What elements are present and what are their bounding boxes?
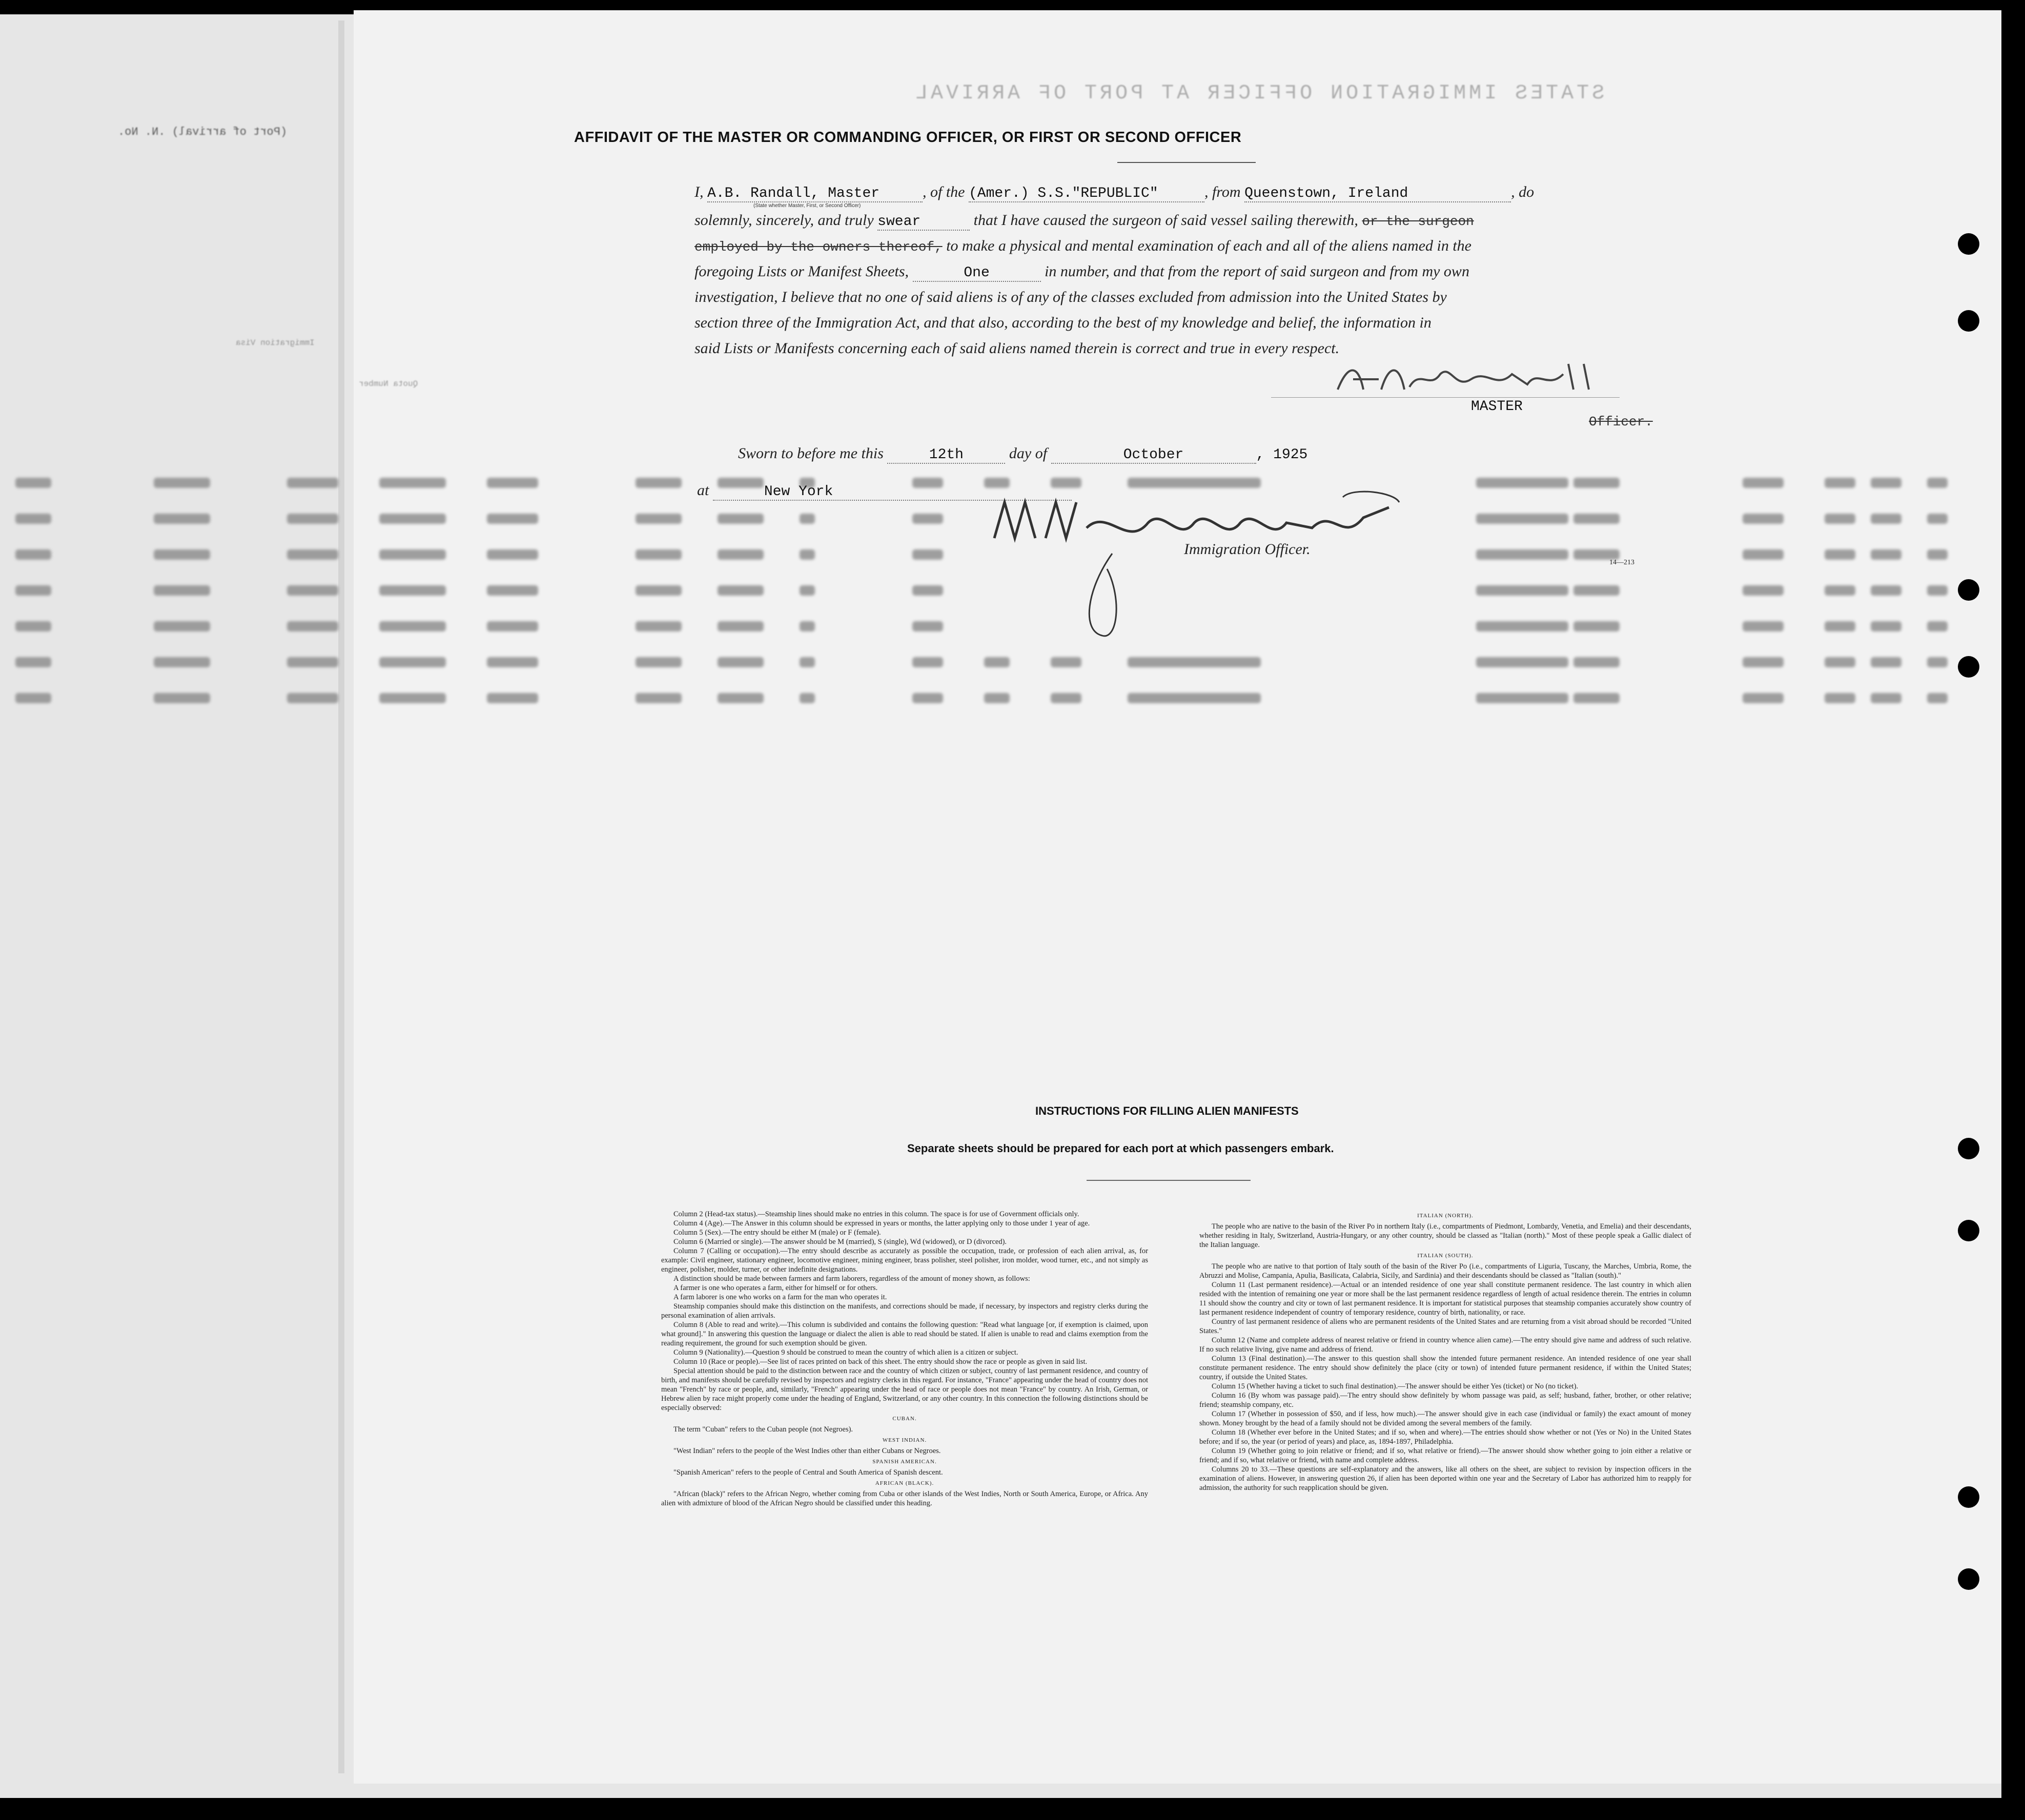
bleed-smudge — [912, 549, 943, 560]
bleed-smudge — [287, 549, 338, 560]
bleed-smudge — [1743, 478, 1784, 488]
bleed-smudge — [1051, 693, 1081, 703]
affidavit-text: , from — [1204, 183, 1241, 200]
bleed-text: (Port of arrival) .N. No. — [118, 126, 288, 138]
bleed-smudge — [1128, 478, 1261, 488]
bleed-smudge — [1573, 585, 1620, 596]
bleed-smudge — [800, 621, 815, 631]
left-paragraphs — [661, 1210, 1148, 1413]
bleed-smudge — [287, 478, 338, 488]
bleed-smudge — [1825, 478, 1855, 488]
sworn-text: day of — [1009, 445, 1048, 462]
affidavit-text: solemnly, sincerely, and truly — [694, 212, 874, 229]
bleed-smudge — [154, 514, 210, 524]
signature-image — [1333, 359, 1609, 400]
bleed-smudge — [800, 514, 815, 524]
bleed-smudge — [379, 514, 446, 524]
bleed-smudge — [1825, 585, 1855, 596]
bleed-smudge — [1927, 514, 1948, 524]
affidavit-line-4 — [694, 263, 1469, 282]
struck-text: employed by the owners thereof, — [694, 239, 943, 255]
bleed-smudge — [379, 621, 446, 631]
instruction-paragraph: Column 5 (Sex).—The entry should be either M (male) or F (female). — [673, 1229, 881, 1237]
bleed-smudge — [1927, 657, 1948, 667]
bleed-smudge — [1825, 621, 1855, 631]
bleed-smudge — [1476, 657, 1568, 667]
form-number: 14—213 — [1609, 559, 1634, 566]
bleed-smudge — [154, 585, 210, 596]
bleed-smudge — [984, 657, 1010, 667]
bleed-smudge — [1825, 549, 1855, 560]
bleed-smudge — [912, 693, 943, 703]
bleed-smudge — [1743, 657, 1784, 667]
bleed-through-row — [0, 692, 1999, 704]
bleed-smudge — [1476, 621, 1568, 631]
bleed-smudge — [287, 693, 338, 703]
binder-hole — [1958, 1220, 1979, 1241]
bleed-smudge — [1573, 514, 1620, 524]
instructions-title: INSTRUCTIONS FOR FILLING ALIEN MANIFESTS — [1035, 1105, 1299, 1117]
struck-text: or the surgeon — [1362, 214, 1474, 229]
bleed-smudge — [154, 621, 210, 631]
section-heading: ITALIAN (NORTH). — [1417, 1213, 1474, 1219]
instruction-paragraph: Column 19 (Whether going to join relative or friend; and if so, what relative or friend).—The answer should show whether going to join either a relative or friend; and if so, what relative or friend, with name and complete address. — [1199, 1447, 1691, 1464]
instruction-paragraph: Column 10 (Race or people).—See list of races printed on back of this sheet. The entry should show the race or people as given in said list. — [673, 1358, 1088, 1366]
bleed-smudge — [1825, 693, 1855, 703]
bleed-smudge — [1927, 693, 1948, 703]
bleed-smudge — [912, 514, 943, 524]
instruction-paragraph: "Spanish American" refers to the people of Central and South America of Spanish descent. — [673, 1468, 943, 1477]
bleed-smudge — [1128, 693, 1261, 703]
signature-rule — [1271, 397, 1620, 398]
instruction-paragraph: Steamship companies should make this distinction on the manifests, and corrections should be made, if necessary, by inspectors and registry clerks during the personal examination of alien arrivals. — [661, 1302, 1148, 1320]
bleed-smudge — [718, 549, 764, 560]
bleed-smudge — [379, 478, 446, 488]
bleed-smudge — [15, 657, 51, 667]
bleed-smudge — [1871, 514, 1901, 524]
instruction-paragraph: Column 15 (Whether having a ticket to such final destination).—The answer should be either Yes (ticket) or No (no ticket). — [1212, 1382, 1579, 1390]
section-heading: ITALIAN (SOUTH). — [1417, 1253, 1474, 1259]
bleed-smudge — [1871, 549, 1901, 560]
officer-signature — [984, 487, 1404, 643]
bleed-smudge — [15, 621, 51, 631]
binder-hole — [1958, 1568, 1979, 1590]
section-heading: AFRICAN (BLACK). — [875, 1480, 934, 1486]
bleed-smudge — [379, 657, 446, 667]
bleed-smudge — [912, 657, 943, 667]
instruction-paragraph: "West Indian" refers to the people of the West Indies other than either Cubans or Negroes. — [673, 1447, 941, 1455]
sworn-day: 12th — [929, 447, 964, 463]
sworn-place: New York — [764, 484, 833, 500]
bleed-smudge — [1476, 693, 1568, 703]
sworn-at: at — [697, 482, 709, 499]
binder-hole — [1958, 1486, 1979, 1508]
affidavit-title: AFFIDAVIT OF THE MASTER OR COMMANDING OFFICER, OR FIRST OR SECOND OFFICER — [574, 129, 1242, 146]
bleed-smudge — [15, 693, 51, 703]
bleed-smudge — [1927, 585, 1948, 596]
bleed-smudge — [636, 478, 682, 488]
instructions-subtitle: Separate sheets should be prepared for each port at which passengers embark. — [907, 1142, 1334, 1155]
affidavit-line-5: investigation, I believe that no one of said aliens is of any of the classes excluded from admission into the United States by — [694, 289, 1447, 305]
bleed-smudge — [636, 514, 682, 524]
bleed-smudge — [287, 514, 338, 524]
instruction-paragraph: Special attention should be paid to the distinction between race and the country of which citizen or subject, country of last permanent residence, and country of birth, and manifests should be carefully revised by inspectors and registry clerks in this regard. For instance, "France" appearing under the head of country does not mean "French" by race or people, and, similarly, "French" appearing under the head of race or people does not mean "France" by country. An Irish, German, or Hebrew alien by race might properly come under the heading of England, Switzerland, or any other country. In this connection the following distinctions should be especially observed: — [661, 1367, 1148, 1412]
instruction-paragraph: Column 12 (Name and complete address of nearest relative or friend in country whence alien came).—The entry should give name and address of such relative. If no such relative living, give name and address of friend. — [1199, 1336, 1691, 1354]
instruction-paragraph: The people who are native to the basin of the River Po in northern Italy (i.e., compartments of Piedmont, Lombardy, Venetia, and Emelia) and their descendants, whether residing in Italy, Switzerland, Austria-Hungary, or any other country, should be classed as "Italian (north)." Most of these people speak a Gallic dialect of the Italian language. — [1199, 1222, 1691, 1249]
bleed-text: Immigration Visa — [236, 338, 315, 347]
vessel-name: (Amer.) S.S."REPUBLIC" — [969, 186, 1158, 201]
instruction-paragraph: Column 17 (Whether in possession of $50, and if less, how much).—The answer should give in each case (individual or family) the exact amount of money shown. Money brought by the head of a family should not be divided among the several members of the family. — [1199, 1410, 1691, 1427]
bleed-smudge — [287, 621, 338, 631]
bleed-smudge — [287, 657, 338, 667]
instructions-right-column — [1199, 1210, 1691, 1492]
affidavit-text: I, — [694, 183, 704, 200]
affidavit-text: to make a physical and mental examination of each and all of the aliens named in the — [946, 237, 1471, 254]
bleed-smudge — [1927, 478, 1948, 488]
bleed-smudge — [800, 585, 815, 596]
bleed-smudge — [1476, 549, 1568, 560]
bleed-smudge — [1051, 657, 1081, 667]
bleed-smudge — [15, 549, 51, 560]
bleed-through-row — [0, 656, 1999, 668]
affidavit-line-6: section three of the Immigration Act, and that also, according to the best of my knowledge and belief, the information in — [694, 314, 1431, 331]
bleed-smudge — [487, 657, 538, 667]
bleed-smudge — [1476, 514, 1568, 524]
bleed-smudge — [1573, 549, 1620, 560]
instruction-paragraph: Columns 20 to 33.—These questions are self-explanatory and the answers, like all others on the sheet, are subject to revision by inspection officers in the examination of aliens. However, in answering question 26, if alien has been deported within one year and the Secretary of Labor has authorized him to reapply for admission, the authority for such reapplication should be given. — [1199, 1465, 1691, 1492]
bleed-text: Quota Number — [359, 379, 418, 388]
bleed-smudge — [984, 693, 1010, 703]
bleed-smudge — [1573, 657, 1620, 667]
bleed-smudge — [15, 478, 51, 488]
sworn-year: , 1925 — [1256, 447, 1308, 463]
bleed-smudge — [379, 693, 446, 703]
binder-hole — [1958, 233, 1979, 255]
bleed-through-header — [912, 82, 1604, 105]
affidavit-text: foregoing Lists or Manifest Sheets, — [694, 263, 909, 280]
bleed-smudge — [487, 514, 538, 524]
bleed-smudge — [379, 549, 446, 560]
instruction-paragraph: Column 4 (Age).—The Answer in this column should be expressed in years or months, the latter applying only to those under 1 year of age. — [673, 1219, 1090, 1228]
bleed-smudge — [718, 621, 764, 631]
bleed-smudge — [1128, 657, 1261, 667]
affidavit-text: , do — [1511, 183, 1535, 200]
affidavit-text: in number, and that from the report of said surgeon and from my own — [1045, 263, 1469, 280]
bleed-smudge — [636, 585, 682, 596]
bleed-smudge — [487, 693, 538, 703]
instruction-paragraph: The people who are native to that portion of Italy south of the basin of the River Po (i.e., compartments of Liguria, Tuscany, the Marches, Umbria, Rome, the Abruzzi and Molise, Campania, Apulia, Basilicata, Calabria, Sicily, and Sardinia) and their descendants should be classed as "Italian (south)." — [1199, 1262, 1691, 1280]
bleed-smudge — [1871, 693, 1901, 703]
binder-hole — [1958, 310, 1979, 332]
instruction-paragraph: A farm laborer is one who works on a farm for the man who operates it. — [673, 1293, 887, 1301]
immigration-officer-label: Immigration Officer. — [1184, 541, 1311, 558]
bleed-smudge — [379, 585, 446, 596]
bleed-through-header-left — [118, 126, 287, 138]
section-heading: WEST INDIAN. — [882, 1437, 927, 1443]
right-paragraphs — [1199, 1262, 1691, 1492]
affidavit-line-3 — [694, 237, 1471, 255]
bleed-smudge — [1476, 585, 1568, 596]
bleed-smudge — [718, 514, 764, 524]
bleed-smudge — [487, 585, 538, 596]
affidavit-text: , of the — [923, 183, 965, 200]
master-label: MASTER — [1471, 399, 1523, 415]
section-heading: SPANISH AMERICAN. — [872, 1459, 937, 1465]
bleed-smudge — [1871, 585, 1901, 596]
sworn-text: Sworn to before me this — [738, 445, 884, 462]
bleed-smudge — [800, 657, 815, 667]
bleed-smudge — [1825, 514, 1855, 524]
instruction-paragraph: Country of last permanent residence of aliens who are permanent residents of the United States and are returning from a visit abroad should be recorded "United States." — [1199, 1318, 1691, 1335]
instructions-rule — [1087, 1180, 1251, 1181]
bleed-smudge — [636, 693, 682, 703]
bleed-smudge — [718, 657, 764, 667]
bleed-smudge — [800, 693, 815, 703]
bleed-smudge — [154, 657, 210, 667]
instruction-paragraph: Column 13 (Final destination).—The answer to this question shall show the intended future permanent residence. An intended residence of one year shall constitute permanent residence. The entry should show definitely the place (city or town) of intended future permanent residence, if within the United States; country, if outside the United States. — [1199, 1355, 1691, 1381]
bleed-smudge — [1871, 621, 1901, 631]
affidavit-line-1 — [694, 183, 1534, 202]
bleed-through-label — [359, 379, 418, 388]
bleed-smudge — [718, 693, 764, 703]
bleed-smudge — [636, 621, 682, 631]
bleed-smudge — [1927, 549, 1948, 560]
bleed-smudge — [287, 585, 338, 596]
bleed-smudge — [912, 585, 943, 596]
bleed-smudge — [1743, 514, 1784, 524]
bleed-smudge — [1743, 621, 1784, 631]
bleed-smudge — [636, 549, 682, 560]
bleed-smudge — [636, 657, 682, 667]
instruction-paragraph: Column 8 (Able to read and write).—This column is subdivided and contains the following question: "Read what language [or, if exemption is claimed, upon what ground]." In answering this question the language or dialect the alien is able to read should be stated. If alien is unable to read and claims exemption from the reading requirement, the ground for such exemption should be given. — [661, 1321, 1148, 1347]
instruction-paragraph: Column 6 (Married or single).—The answer should be M (married), S (single), Wd (widowed), or D (divorced). — [673, 1238, 1007, 1246]
sworn-month: October — [1123, 447, 1184, 463]
bleed-smudge — [154, 693, 210, 703]
bleed-smudge — [487, 549, 538, 560]
bleed-smudge — [718, 585, 764, 596]
affidavit-line-2 — [694, 212, 1474, 231]
instruction-paragraph: A farmer is one who operates a farm, either for himself or for others. — [673, 1284, 878, 1292]
manifest-count: One — [964, 265, 990, 281]
bleed-smudge — [1743, 585, 1784, 596]
instruction-paragraph: "African (black)" refers to the African Negro, whether coming from Cuba or other islands of the West Indies, North or South America, Europe, or Africa. Any alien with admixture of blood of the African Negro should be classified under this heading. — [661, 1490, 1148, 1507]
bleed-smudge — [487, 621, 538, 631]
bleed-through-label — [236, 338, 315, 347]
instruction-paragraph: Column 7 (Calling or occupation).—The entry should describe as accurately as possible the occupation, trade, or profession of each alien arrival, as, for example: Civil engineer, stationary engineer, locomotive engineer, mining engineer, brass polisher, steel polisher, iron molder, wood turner, etc., and not simply as engineer, polisher, molder, turner, or other indefinite designations. — [661, 1247, 1148, 1274]
bleed-smudge — [1825, 657, 1855, 667]
bleed-smudge — [15, 585, 51, 596]
instruction-paragraph: The term "Cuban" refers to the Cuban people (not Negroes). — [673, 1425, 853, 1434]
title-rule — [1117, 162, 1256, 163]
bleed-smudge — [1573, 478, 1620, 488]
bleed-smudge — [1573, 621, 1620, 631]
bleed-smudge — [912, 621, 943, 631]
signature-image — [984, 487, 1404, 641]
bleed-smudge — [487, 478, 538, 488]
affidavit-text: that I have caused the surgeon of said vessel sailing therewith, — [973, 212, 1358, 229]
section-heading: CUBAN. — [892, 1416, 917, 1422]
bleed-smudge — [154, 478, 210, 488]
bleed-smudge — [1573, 693, 1620, 703]
departure-port: Queenstown, Ireland — [1244, 186, 1408, 201]
binder-hole — [1958, 1138, 1979, 1159]
instruction-paragraph: Column 16 (By whom was passage paid).—The entry should show definitely by whom passage was paid, as self; husband, father, brother, or other relative; friend; steamship company, etc. — [1199, 1392, 1691, 1409]
bleed-smudge — [800, 549, 815, 560]
instruction-paragraph: Column 18 (Whether ever before in the United States; and if so, when and where).—The entries should show whether or not (Yes or No) in the United States before; and if so, the year (or period of years) and place, as, 1894-1897, Philadelphia. — [1199, 1428, 1691, 1446]
oath-type: swear — [877, 214, 921, 230]
role-note: (State whether Master, First, or Second Officer) — [753, 203, 861, 209]
instruction-paragraph: Column 9 (Nationality).—Question 9 should be construed to mean the country of which alien is a citizen or subject. — [673, 1348, 1018, 1357]
bleed-smudge — [154, 549, 210, 560]
master-name: A.B. Randall, Master — [707, 186, 880, 201]
instruction-paragraph: Column 11 (Last permanent residence).—Actual or an intended residence of one year shall constitute permanent residence. The last country in which alien resided with the intention of remaining one year or more shall be the last permanent residence regardless of length of actual residence therein. The entries in column 11 should show the country and city or town of last permanent residence. It is important for statistical purposes that steamship companies accurately show country of last permanent residence independent of country of temporary residence, country of birth, nationality, or race. — [1199, 1281, 1691, 1317]
master-signature — [1333, 359, 1609, 402]
fold-line — [338, 21, 344, 1773]
instruction-paragraph: Column 2 (Head-tax status).—Steamship lines should make no entries in this column. The space is for use of Government officials only. — [673, 1210, 1079, 1218]
bleed-smudge — [1871, 478, 1901, 488]
bleed-smudge — [15, 514, 51, 524]
officer-struck: Officer. — [1589, 414, 1653, 430]
bleed-text: STATES IMMIGRATION OFFICER AT PORT OF ARRIVAL — [912, 82, 1605, 105]
bleed-smudge — [1871, 657, 1901, 667]
instructions-left-column — [661, 1210, 1148, 1508]
bleed-smudge — [1743, 549, 1784, 560]
affidavit-line-7: said Lists or Manifests concerning each of said aliens named therein is correct and true in every respect. — [694, 340, 1340, 357]
bleed-smudge — [1476, 478, 1568, 488]
bleed-smudge — [1927, 621, 1948, 631]
instruction-paragraph: A distinction should be made between farmers and farm laborers, regardless of the amount of money shown, as follows: — [673, 1275, 1030, 1283]
sworn-line — [738, 445, 1307, 464]
bleed-smudge — [1743, 693, 1784, 703]
